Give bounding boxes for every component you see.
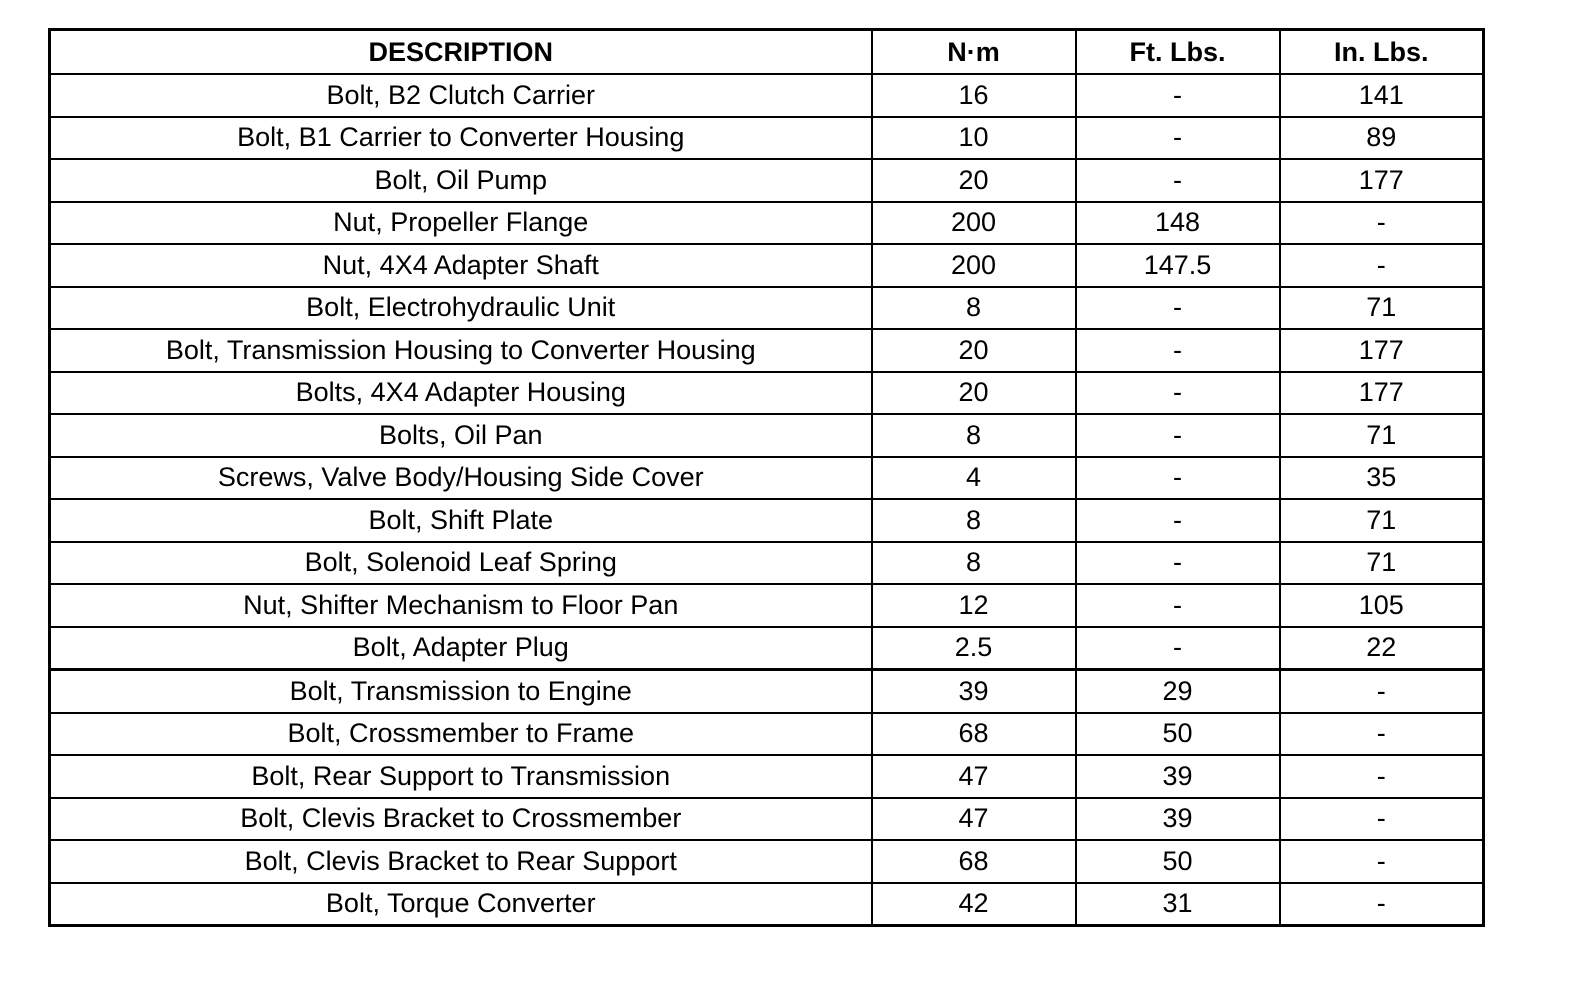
cell-newton-meters: 20 (872, 329, 1076, 372)
table-row (50, 840, 1484, 883)
cell-inch-pounds: 71 (1280, 287, 1484, 330)
table-row (50, 74, 1484, 117)
table-row (50, 117, 1484, 160)
cell-foot-pounds: - (1076, 287, 1280, 330)
cell-foot-pounds: - (1076, 74, 1280, 117)
cell-description: Bolt, Clevis Bracket to Crossmember (50, 798, 872, 841)
cell-inch-pounds: - (1280, 840, 1484, 883)
cell-foot-pounds: - (1076, 584, 1280, 627)
header-foot-pounds: Ft. Lbs. (1076, 30, 1280, 75)
cell-newton-meters: 47 (872, 755, 1076, 798)
table-row (50, 287, 1484, 330)
cell-foot-pounds: 39 (1076, 755, 1280, 798)
cell-description: Bolt, Oil Pump (50, 159, 872, 202)
cell-newton-meters: 8 (872, 499, 1076, 542)
cell-newton-meters: 8 (872, 414, 1076, 457)
cell-inch-pounds: 89 (1280, 117, 1484, 160)
cell-inch-pounds: 71 (1280, 499, 1484, 542)
cell-description: Bolt, Rear Support to Transmission (50, 755, 872, 798)
header-description: DESCRIPTION (50, 30, 872, 75)
cell-description: Nut, Shifter Mechanism to Floor Pan (50, 584, 872, 627)
cell-foot-pounds: - (1076, 117, 1280, 160)
cell-newton-meters: 12 (872, 584, 1076, 627)
cell-newton-meters: 20 (872, 159, 1076, 202)
table-header-row (50, 30, 1484, 75)
table-row (50, 499, 1484, 542)
cell-newton-meters: 2.5 (872, 627, 1076, 670)
cell-description: Bolts, Oil Pan (50, 414, 872, 457)
cell-foot-pounds: - (1076, 329, 1280, 372)
table-row (50, 372, 1484, 415)
table-row (50, 713, 1484, 756)
cell-newton-meters: 20 (872, 372, 1076, 415)
cell-description: Bolts, 4X4 Adapter Housing (50, 372, 872, 415)
table-row (50, 202, 1484, 245)
cell-foot-pounds: - (1076, 372, 1280, 415)
cell-description: Bolt, Solenoid Leaf Spring (50, 542, 872, 585)
cell-newton-meters: 39 (872, 670, 1076, 713)
cell-inch-pounds: - (1280, 798, 1484, 841)
table-row (50, 159, 1484, 202)
torque-specifications-table (48, 28, 1485, 927)
table-row (50, 542, 1484, 585)
cell-description: Bolt, Adapter Plug (50, 627, 872, 670)
table-row (50, 584, 1484, 627)
table-row (50, 414, 1484, 457)
cell-foot-pounds: 148 (1076, 202, 1280, 245)
table-row (50, 329, 1484, 372)
cell-foot-pounds: - (1076, 457, 1280, 500)
cell-foot-pounds: 39 (1076, 798, 1280, 841)
cell-inch-pounds: - (1280, 883, 1484, 926)
cell-inch-pounds: - (1280, 202, 1484, 245)
cell-description: Screws, Valve Body/Housing Side Cover (50, 457, 872, 500)
header-newton-meters: N·m (872, 30, 1076, 75)
cell-inch-pounds: - (1280, 755, 1484, 798)
cell-description: Nut, Propeller Flange (50, 202, 872, 245)
cell-inch-pounds: 71 (1280, 542, 1484, 585)
cell-description: Bolt, B2 Clutch Carrier (50, 74, 872, 117)
cell-newton-meters: 10 (872, 117, 1076, 160)
cell-description: Bolt, Electrohydraulic Unit (50, 287, 872, 330)
cell-inch-pounds: 22 (1280, 627, 1484, 670)
cell-newton-meters: 8 (872, 542, 1076, 585)
cell-description: Bolt, Clevis Bracket to Rear Support (50, 840, 872, 883)
cell-description: Bolt, B1 Carrier to Converter Housing (50, 117, 872, 160)
cell-description: Bolt, Shift Plate (50, 499, 872, 542)
table-row (50, 457, 1484, 500)
cell-inch-pounds: 141 (1280, 74, 1484, 117)
cell-inch-pounds: 177 (1280, 329, 1484, 372)
cell-newton-meters: 47 (872, 798, 1076, 841)
cell-description: Bolt, Transmission Housing to Converter Housing (50, 329, 872, 372)
cell-newton-meters: 8 (872, 287, 1076, 330)
cell-foot-pounds: - (1076, 542, 1280, 585)
cell-newton-meters: 68 (872, 840, 1076, 883)
cell-newton-meters: 200 (872, 244, 1076, 287)
cell-inch-pounds: - (1280, 670, 1484, 713)
table-row (50, 798, 1484, 841)
cell-inch-pounds: 177 (1280, 372, 1484, 415)
cell-newton-meters: 200 (872, 202, 1076, 245)
table-row (50, 755, 1484, 798)
table-row (50, 244, 1484, 287)
cell-newton-meters: 16 (872, 74, 1076, 117)
cell-description: Bolt, Transmission to Engine (50, 670, 872, 713)
cell-foot-pounds: - (1076, 159, 1280, 202)
cell-foot-pounds: - (1076, 627, 1280, 670)
cell-foot-pounds: 50 (1076, 713, 1280, 756)
cell-newton-meters: 4 (872, 457, 1076, 500)
cell-foot-pounds: - (1076, 414, 1280, 457)
table-row (50, 670, 1484, 713)
cell-foot-pounds: 29 (1076, 670, 1280, 713)
cell-description: Bolt, Crossmember to Frame (50, 713, 872, 756)
cell-newton-meters: 68 (872, 713, 1076, 756)
cell-inch-pounds: 35 (1280, 457, 1484, 500)
header-inch-pounds: In. Lbs. (1280, 30, 1484, 75)
cell-newton-meters: 42 (872, 883, 1076, 926)
cell-inch-pounds: - (1280, 244, 1484, 287)
table-body (50, 74, 1484, 926)
cell-description: Nut, 4X4 Adapter Shaft (50, 244, 872, 287)
cell-foot-pounds: 50 (1076, 840, 1280, 883)
cell-inch-pounds: - (1280, 713, 1484, 756)
cell-inch-pounds: 177 (1280, 159, 1484, 202)
table-row (50, 627, 1484, 670)
table-row (50, 883, 1484, 926)
cell-inch-pounds: 105 (1280, 584, 1484, 627)
cell-foot-pounds: - (1076, 499, 1280, 542)
cell-description: Bolt, Torque Converter (50, 883, 872, 926)
cell-foot-pounds: 147.5 (1076, 244, 1280, 287)
cell-inch-pounds: 71 (1280, 414, 1484, 457)
cell-foot-pounds: 31 (1076, 883, 1280, 926)
